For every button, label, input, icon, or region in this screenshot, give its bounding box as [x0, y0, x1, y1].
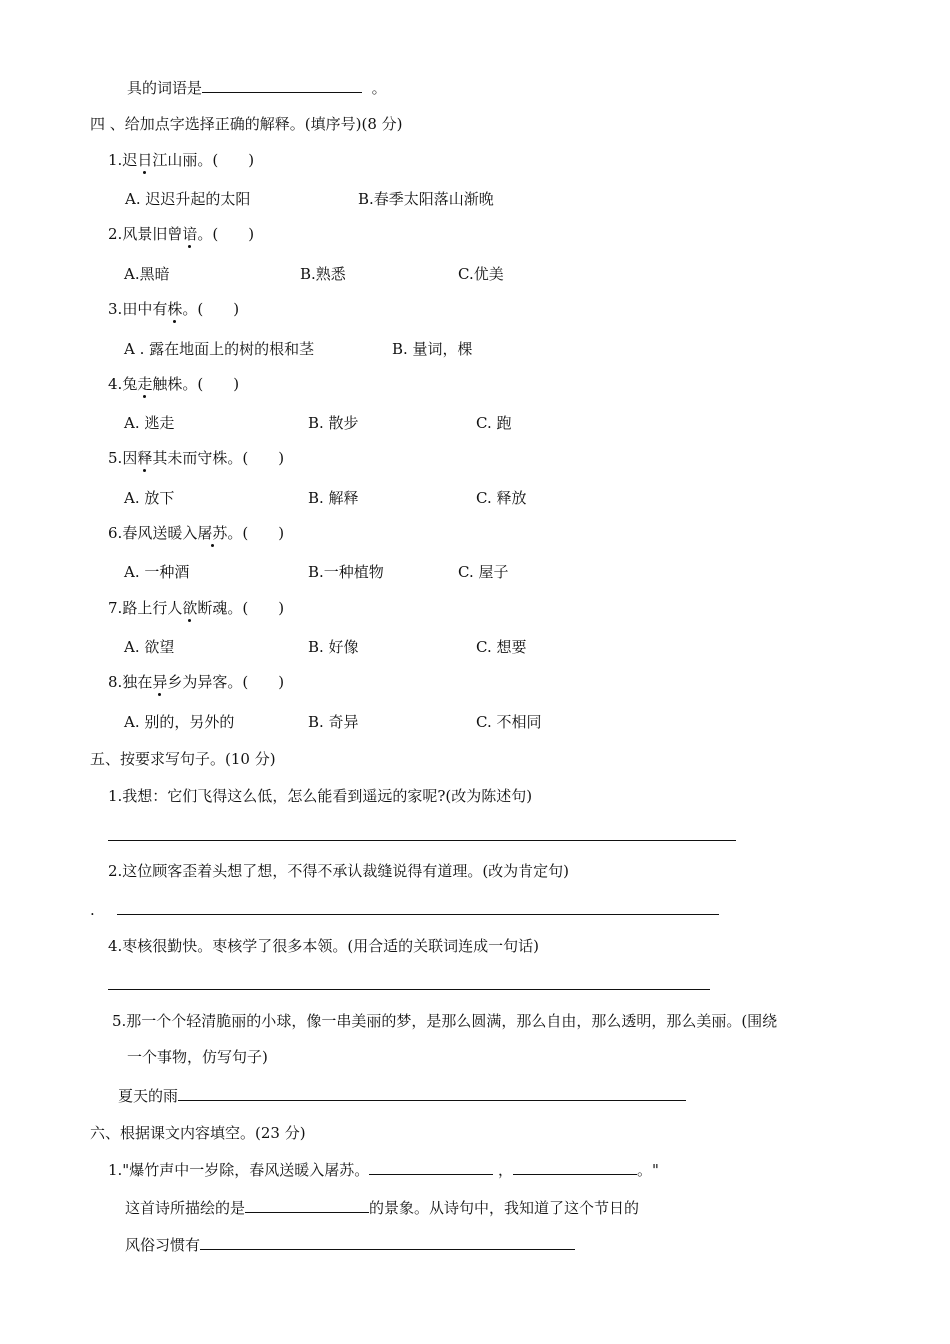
question-7 — [108, 598, 284, 618]
question-text: 6. — [108, 524, 123, 542]
question-text: 3. — [108, 300, 123, 318]
answer-blank[interactable] — [513, 1159, 637, 1175]
question-text: 乡为异客。( ) — [167, 673, 285, 691]
stray-mark: . — [90, 901, 95, 919]
section6-q1-line3: 风俗习惯有 — [125, 1234, 575, 1255]
question-text: 7. — [108, 599, 123, 617]
option-b[interactable]: B. 量词，棵 — [392, 340, 473, 358]
question-text: 5. — [108, 449, 123, 467]
option-b[interactable]: B.熟悉 — [300, 265, 346, 283]
dotted-character: 走 — [137, 375, 153, 393]
section6-heading: 六、根据课文内容填空。(23 分) — [90, 1124, 306, 1142]
question-text: 断魂。( ) — [197, 599, 285, 617]
question-text: 兔 — [122, 375, 138, 393]
answer-line-q2[interactable] — [117, 914, 719, 915]
question-text: 8. — [108, 673, 123, 691]
question-text: 春风送暖入 — [122, 524, 198, 542]
question-6 — [108, 523, 284, 543]
option-b[interactable]: B. 好像 — [308, 638, 359, 656]
section4-heading: 四 、给加点字选择正确的解释。(填序号)(8 分) — [90, 115, 403, 133]
option-b[interactable]: B.一种植物 — [308, 563, 384, 581]
section5-q5-answer: 夏天的雨 — [118, 1085, 686, 1106]
option-a[interactable]: A. 放下 — [124, 489, 175, 507]
option-b[interactable]: B. 解释 — [308, 489, 359, 507]
answer-blank[interactable] — [245, 1197, 369, 1213]
question-text: 4. — [108, 375, 123, 393]
question-text: 。( ) — [227, 524, 285, 542]
section5-q2: 2.这位顾客歪着头想了想，不得不承认裁缝说得有道理。(改为肯定句) — [108, 862, 570, 880]
answer-blank[interactable] — [369, 1159, 493, 1175]
question-4 — [108, 374, 239, 394]
section5-q5-line2: 一个事物，仿写句子) — [127, 1048, 268, 1066]
section6-q1-line1: 1."爆竹声中一岁除，春风送暖入屠苏。 ， 。" — [108, 1161, 659, 1179]
option-a[interactable]: A. 迟迟升起的太阳 — [125, 190, 251, 208]
question-8 — [108, 672, 284, 692]
question-text: 其未而守株。( ) — [152, 449, 285, 467]
option-a[interactable]: A. 逃走 — [124, 414, 175, 432]
question-1 — [108, 150, 254, 170]
question-text: 江山丽。( ) — [152, 151, 255, 169]
option-c[interactable]: C. 释放 — [476, 489, 527, 507]
dotted-character: 日 — [137, 151, 153, 169]
question-5 — [108, 448, 284, 468]
section6-q1-line2: 这首诗所描绘的是 的景象。从诗句中，我知道了这个节日的 — [125, 1199, 640, 1217]
question-text: 。( ) — [197, 225, 255, 243]
section5-q5-line1: 5.那一个个轻清脆丽的小球，像一串美丽的梦，是那么圆满，那么自由，那么透明，那么美丽。(围绕 — [112, 1012, 778, 1030]
question-text: 路上行人 — [122, 599, 183, 617]
option-a[interactable]: A. 欲望 — [124, 638, 175, 656]
question-text: 触株。( ) — [152, 375, 240, 393]
option-a[interactable]: A.黑暗 — [124, 265, 170, 283]
answer-blank[interactable] — [202, 77, 362, 93]
top-line: 具的词语是 。 — [127, 79, 387, 97]
option-a[interactable]: A. 别的，另外的 — [124, 713, 235, 731]
option-b[interactable]: B. 奇异 — [308, 713, 359, 731]
question-text: 迟 — [122, 151, 138, 169]
dotted-character: 释 — [137, 449, 153, 467]
option-c[interactable]: C. 跑 — [476, 414, 512, 432]
question-3 — [108, 299, 239, 319]
dotted-character: 欲 — [182, 599, 198, 617]
dotted-character: 异 — [152, 673, 168, 691]
section5-q1: 1.我想：它们飞得这么低，怎么能看到遥远的家呢?(改为陈述句) — [108, 787, 533, 805]
dotted-character: 谙 — [182, 225, 198, 243]
question-text: 2. — [108, 225, 123, 243]
question-text: 1. — [108, 151, 123, 169]
section5-heading: 五、按要求写句子。(10 分) — [90, 750, 276, 768]
option-c[interactable]: C. 不相同 — [476, 713, 542, 731]
option-c[interactable]: C. 屋子 — [458, 563, 509, 581]
answer-blank[interactable] — [178, 1085, 686, 1101]
question-text: 田中有 — [122, 300, 168, 318]
option-b[interactable]: B.春季太阳落山渐晚 — [358, 190, 494, 208]
question-text: 独在 — [122, 673, 153, 691]
option-a[interactable]: A . 露在地面上的树的根和茎 — [124, 340, 315, 358]
option-a[interactable]: A. 一种酒 — [124, 563, 190, 581]
section5-q4: 4.枣核很勤快。枣核学了很多本领。(用合适的关联词连成一句话) — [108, 937, 540, 955]
question-text: 因 — [122, 449, 138, 467]
option-b[interactable]: B. 散步 — [308, 414, 359, 432]
question-text: 。( ) — [182, 300, 240, 318]
option-c[interactable]: C.优美 — [458, 265, 504, 283]
dotted-character: 株 — [167, 300, 183, 318]
answer-line-q4[interactable] — [108, 989, 710, 990]
question-2 — [108, 224, 254, 244]
dotted-character: 屠苏 — [197, 524, 228, 542]
question-text: 风景旧曾 — [122, 225, 183, 243]
answer-blank[interactable] — [200, 1234, 575, 1250]
option-c[interactable]: C. 想要 — [476, 638, 527, 656]
answer-line-q1[interactable] — [108, 840, 736, 841]
